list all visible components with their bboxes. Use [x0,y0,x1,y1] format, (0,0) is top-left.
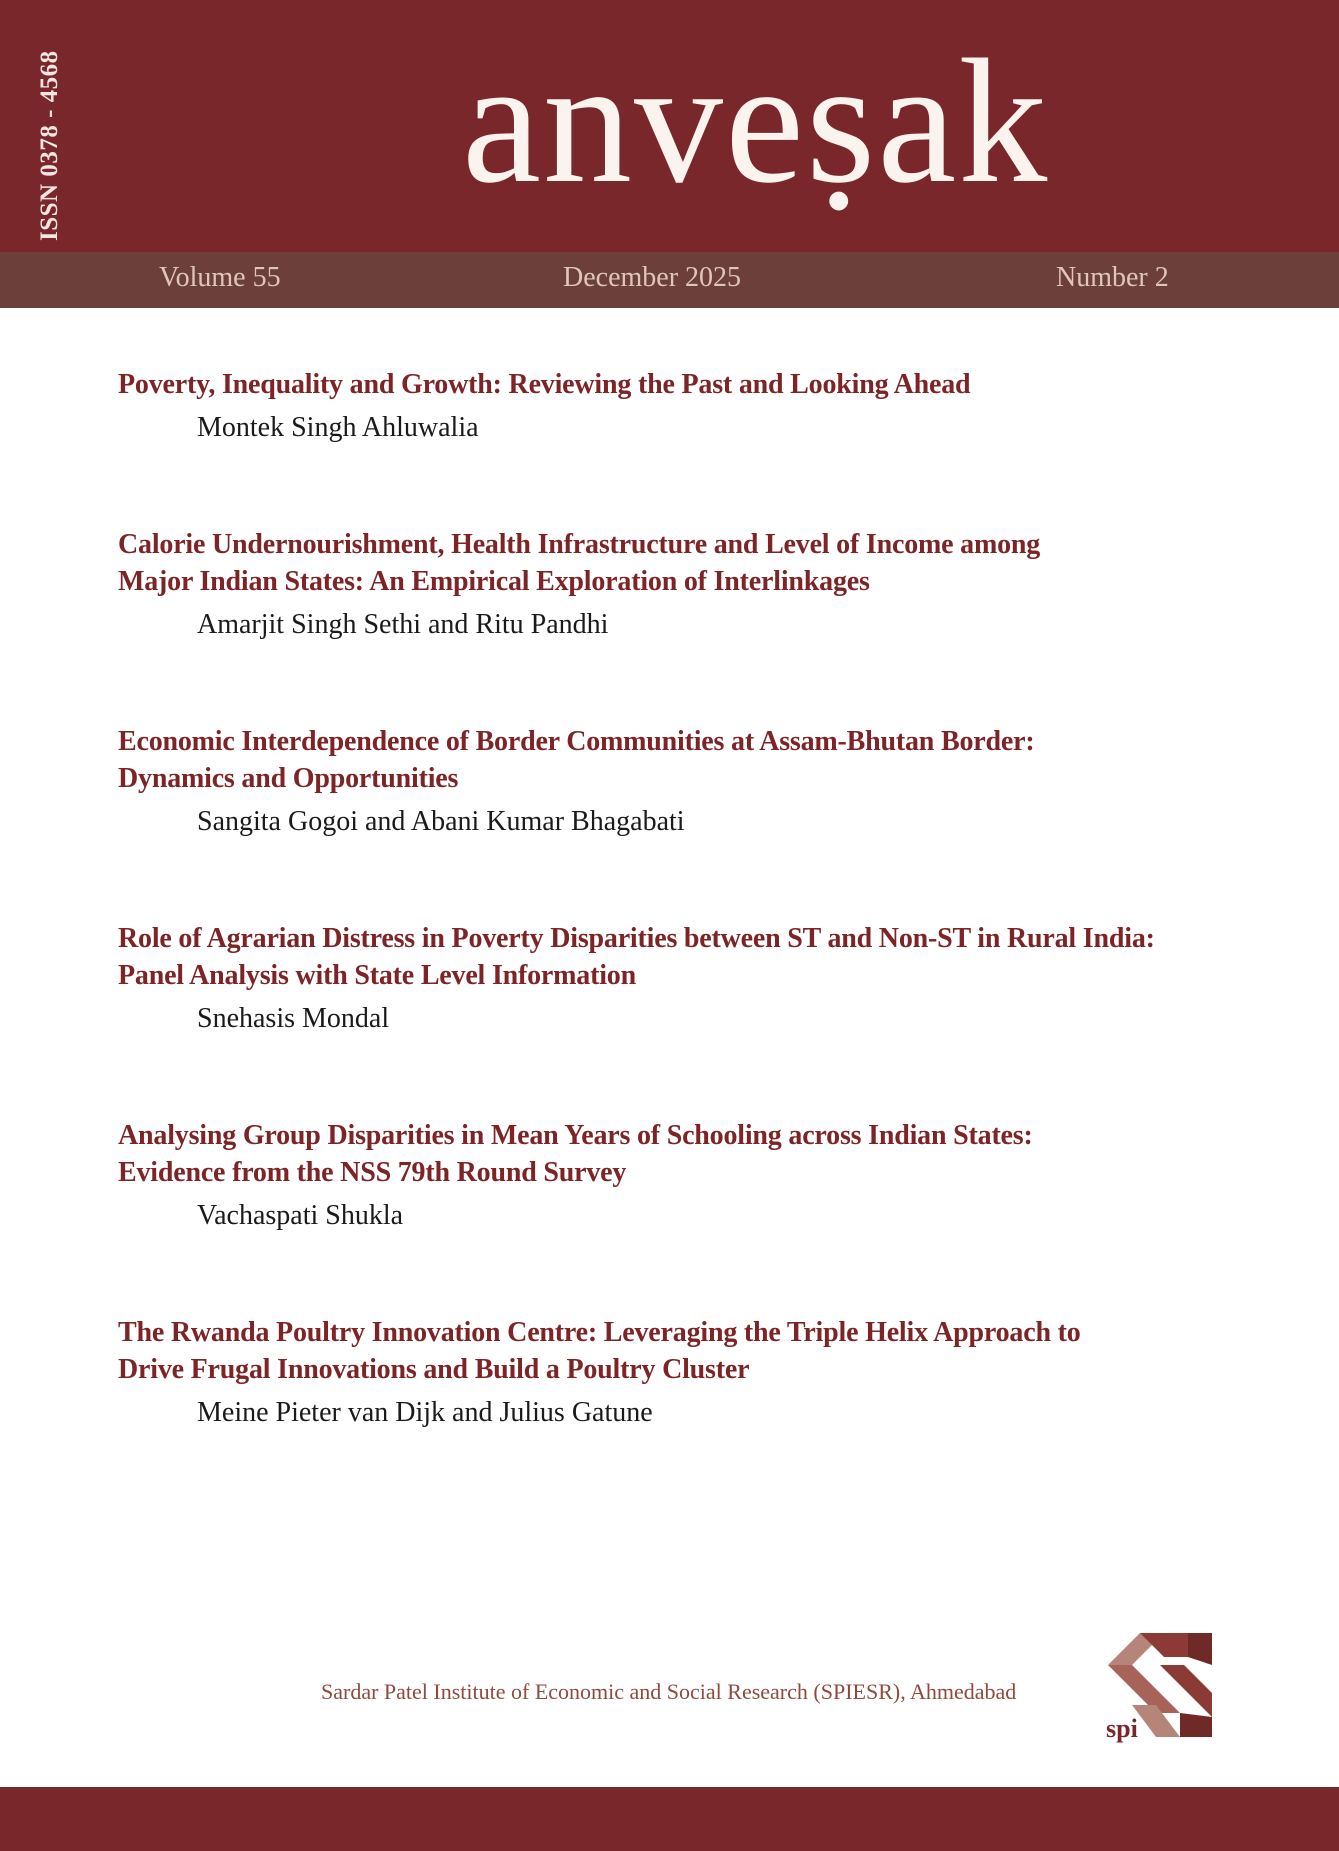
article-title-line: Role of Agrarian Distress in Poverty Disparities between ST and Non-ST in Rural India: [118,923,1155,954]
article-title [118,1117,1228,1191]
article-title [118,1314,1228,1388]
article-entry [118,723,1228,839]
article-title-line: Calorie Undernourishment, Health Infrastructure and Level of Income among [118,529,1041,560]
article-entry [118,526,1228,642]
article-title-line: Major Indian States: An Empirical Exploration of Interlinkages [118,566,870,597]
article-title [118,920,1228,994]
article-title [118,366,1228,403]
article-authors: Vachaspati Shukla [197,1200,404,1231]
article-entry [118,1314,1228,1430]
footer-bar [0,1787,1339,1851]
spiesr-logo [1100,1625,1220,1745]
article-title-line: Dynamics and Opportunities [118,763,459,794]
article-authors: Montek Singh Ahluwalia [197,412,479,443]
logo-lettering: spi [1106,1714,1138,1743]
article-title-line: Panel Analysis with State Level Information [118,960,636,991]
article-title [118,723,1228,797]
issue-number: Number 2 [1056,262,1169,293]
article-entry [118,366,1228,445]
article-title-line: Economic Interdependence of Border Communities at Assam-Bhutan Border: [118,726,1035,757]
journal-title: anveṣak [462,22,1050,220]
issue-info-bar [0,252,1339,308]
article-title-line: Analysing Group Disparities in Mean Years of Schooling across Indian States: [118,1120,1033,1151]
article-title [118,526,1228,600]
article-title-line: Evidence from the NSS 79th Round Survey [118,1157,627,1188]
publisher-name: Sardar Patel Institute of Economic and Social Research (SPIESR), Ahmedabad [321,1679,1017,1704]
article-title-line: Drive Frugal Innovations and Build a Poultry Cluster [118,1354,750,1385]
article-title-line: The Rwanda Poultry Innovation Centre: Leveraging the Triple Helix Approach to [118,1317,1081,1348]
masthead [0,0,1339,252]
article-title-line: Poverty, Inequality and Growth: Reviewing the Past and Looking Ahead [118,369,971,400]
issn-label: ISSN 0378 - 4568 [36,50,63,241]
article-entry [118,1117,1228,1233]
article-authors: Amarjit Singh Sethi and Ritu Pandhi [197,609,609,640]
article-authors: Sangita Gogoi and Abani Kumar Bhagabati [197,806,685,837]
article-authors: Meine Pieter van Dijk and Julius Gatune [197,1397,653,1428]
issue-date: December 2025 [563,262,742,293]
article-entry [118,920,1228,1036]
volume-label: Volume 55 [159,262,281,293]
article-authors: Snehasis Mondal [197,1003,390,1034]
